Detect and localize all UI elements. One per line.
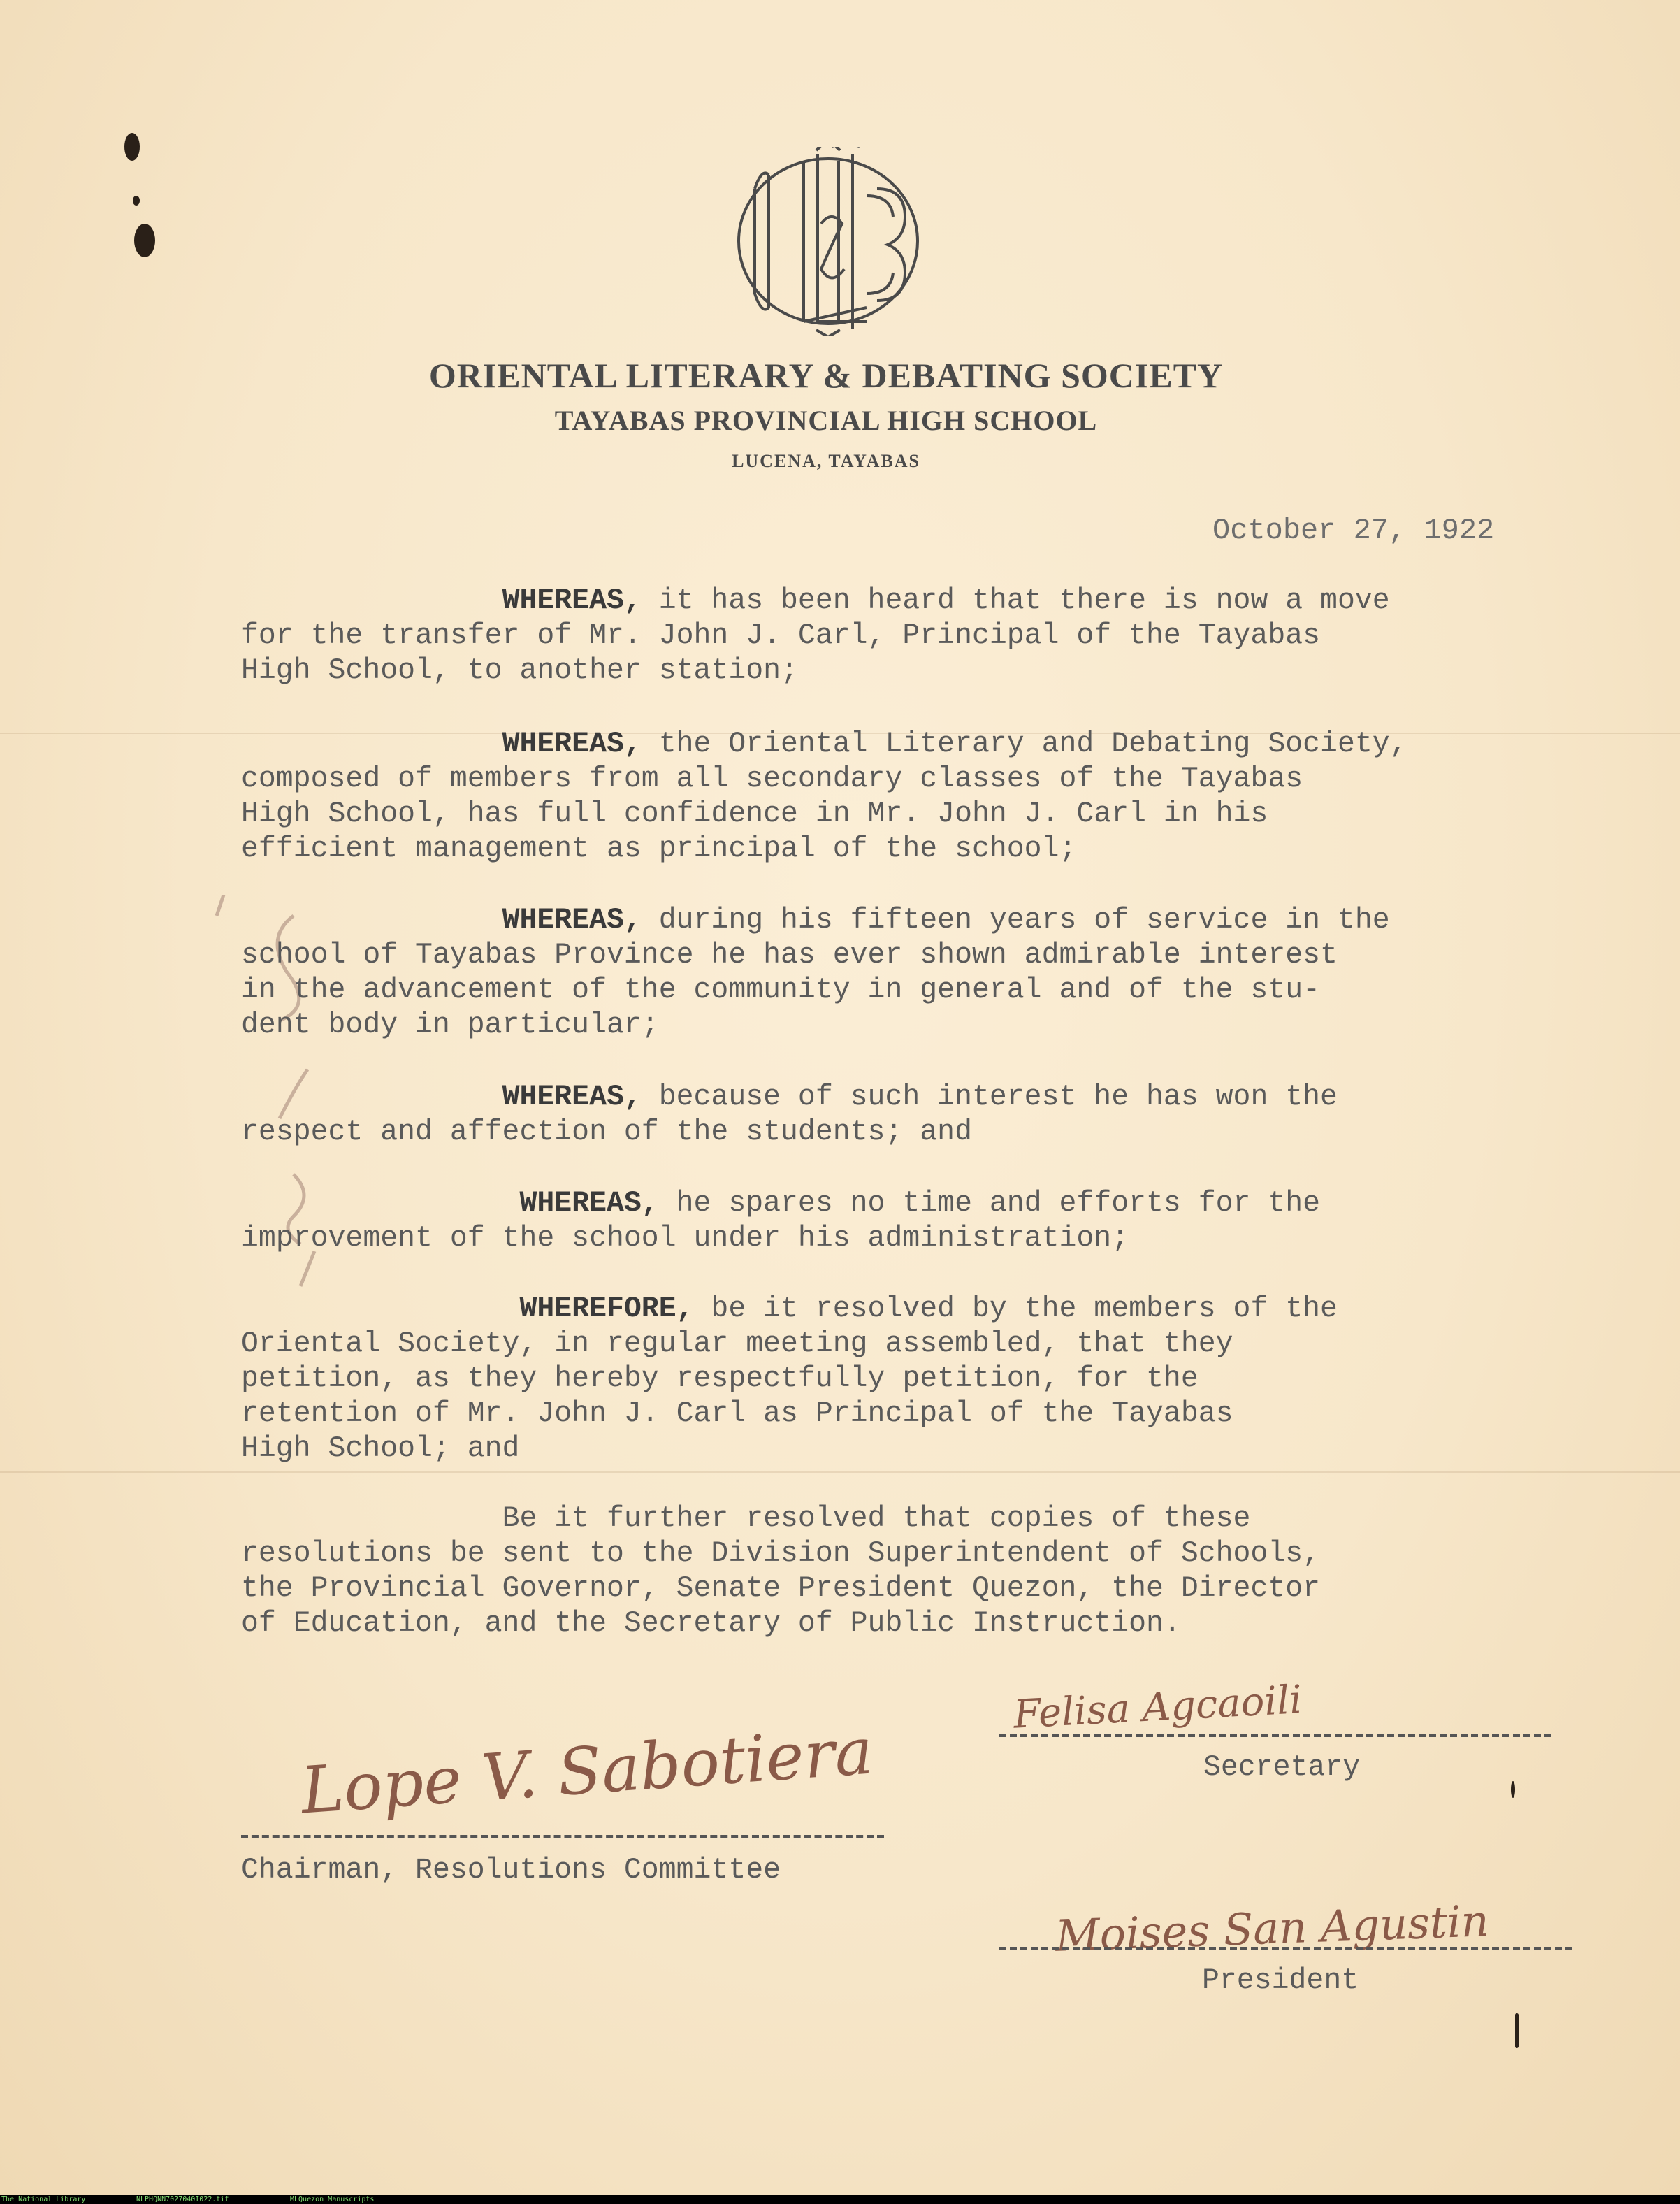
whereas-paragraph-1	[241, 584, 1569, 689]
paragraph-line: composed of members from all secondary classes of the Tayabas	[241, 763, 1303, 795]
paragraph-line: because of such interest he has won the	[641, 1081, 1338, 1114]
footer-collection: MLQuezon Manuscripts	[290, 2196, 375, 2203]
ink-stain	[124, 133, 140, 161]
further-resolved-paragraph	[241, 1501, 1569, 1641]
secretary-signature: Felisa Agcaoili	[1012, 1677, 1303, 1738]
secretary-title: Secretary	[1203, 1751, 1361, 1784]
paragraph-line: improvement of the school under his administration;	[241, 1222, 1129, 1255]
paragraph-line: school of Tayabas Province he has ever shown admirable interest	[241, 939, 1338, 972]
paragraph-line: Oriental Society, in regular meeting assembled, that they	[241, 1327, 1233, 1360]
whereas-paragraph-3	[241, 903, 1569, 1043]
ink-speck	[1515, 2013, 1519, 2048]
president-signature-line	[999, 1947, 1572, 1950]
paragraph-lead-word: Be	[502, 1502, 537, 1535]
paragraph-line: for the transfer of Mr. John J. Carl, Principal of the Tayabas	[241, 619, 1321, 652]
whereas-paragraph-4	[241, 1080, 1569, 1150]
society-monogram-logo	[727, 147, 929, 336]
paragraph-lead-word: WHEREFORE,	[519, 1292, 694, 1325]
paragraph-line: it has been heard that there is now a move	[641, 584, 1390, 617]
whereas-paragraph-5	[241, 1186, 1569, 1256]
paragraph-line: dent body in particular;	[241, 1009, 659, 1042]
paragraph-line: be it resolved by the members of the	[693, 1292, 1338, 1325]
paragraph-line: the Provincial Governor, Senate President Quezon, the Director	[241, 1572, 1321, 1605]
paragraph-line: retention of Mr. John J. Carl as Principal of the Tayabas	[241, 1397, 1233, 1430]
paragraph-line: respect and affection of the students; and	[241, 1116, 972, 1148]
secretary-signature-line	[999, 1734, 1551, 1737]
fold-line	[0, 1471, 1680, 1473]
society-name-heading: ORIENTAL LITERARY & DEBATING SOCIETY	[428, 356, 1224, 395]
paragraph-lead-word: WHEREAS,	[502, 728, 642, 761]
president-title: President	[1202, 1964, 1359, 1997]
paragraph-line: in the advancement of the community in general and of the stu-	[241, 974, 1321, 1007]
archive-footer-bar	[0, 2195, 1680, 2204]
footer-file-id: NLPHQNN7027040I022.tif	[136, 2196, 229, 2203]
school-location: LUCENA, TAYABAS	[732, 451, 920, 471]
whereas-paragraph-2	[241, 727, 1569, 867]
paragraph-line: of Education, and the Secretary of Public Instruction.	[241, 1607, 1181, 1640]
chairman-signature-line	[241, 1835, 884, 1838]
paragraph-lead-word: WHEREAS,	[502, 904, 642, 937]
paragraph-line: High School, has full confidence in Mr. John J. Carl in his	[241, 798, 1268, 830]
ink-stain	[133, 196, 140, 206]
paragraph-lead-word: WHEREAS,	[502, 1081, 642, 1114]
paragraph-line: efficient management as principal of the school;	[241, 833, 1077, 865]
paragraph-line: it further resolved that copies of these	[537, 1502, 1251, 1535]
ink-stain	[134, 224, 155, 257]
chairman-signature: Lope V. Sabotiera	[298, 1713, 876, 1829]
paragraph-lead-word: WHEREAS,	[502, 584, 642, 617]
ink-speck	[1511, 1781, 1515, 1798]
paragraph-line: during his fifteen years of service in the	[641, 904, 1390, 937]
chairman-title: Chairman, Resolutions Committee	[241, 1854, 781, 1887]
president-signature: Moises San Agustin	[1054, 1895, 1490, 1961]
paragraph-lead-word: WHEREAS,	[519, 1187, 659, 1220]
letter-date: October 27, 1922	[1212, 514, 1495, 547]
paragraph-line: he spares no time and efforts for the	[658, 1187, 1321, 1220]
footer-library: The National Library	[1, 2196, 86, 2203]
wherefore-paragraph	[241, 1292, 1569, 1467]
paragraph-line: resolutions be sent to the Division Superintendent of Schools,	[241, 1537, 1321, 1570]
paragraph-line: High School; and	[241, 1432, 520, 1465]
paragraph-line: High School, to another station;	[241, 654, 798, 687]
paragraph-line: the Oriental Literary and Debating Society,	[641, 728, 1407, 761]
school-name-heading: TAYABAS PROVINCIAL HIGH SCHOOL	[554, 405, 1098, 436]
paragraph-line: petition, as they hereby respectfully petition, for the	[241, 1362, 1199, 1395]
